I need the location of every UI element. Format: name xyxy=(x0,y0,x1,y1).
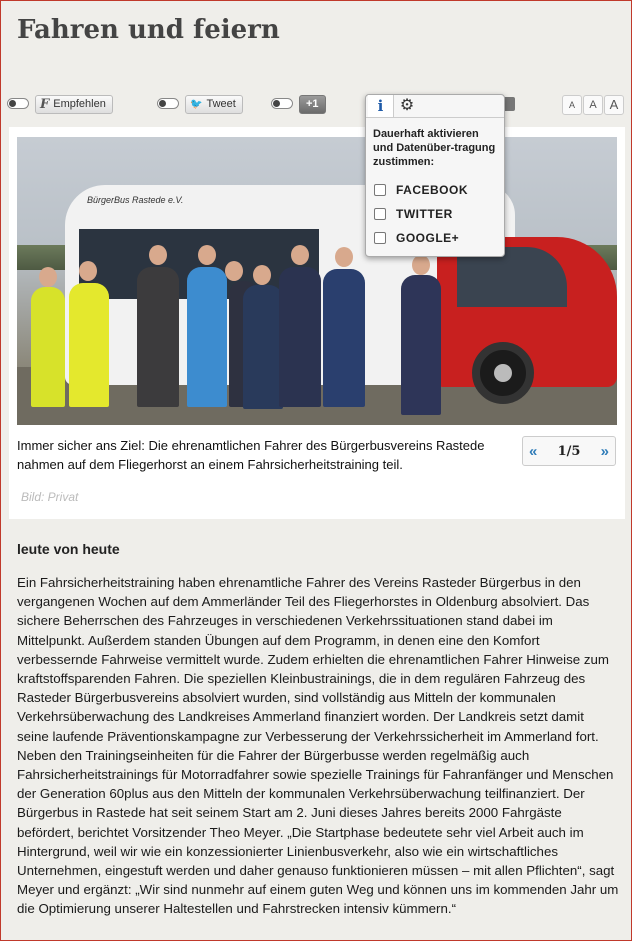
photo-credit: Bild: Privat xyxy=(21,490,79,504)
gallery-caption: Immer sicher ans Ziel: Die ehrenamtlichen Fahrer des Bürgerbusvereins Rastede nahmen auf dem Fliegerhorst an einem Fahrsicherheitstraining teil. xyxy=(17,438,485,472)
facebook-icon: F xyxy=(40,97,50,112)
photo-person xyxy=(69,283,109,407)
photo-person-head xyxy=(335,247,353,267)
photo-wheel xyxy=(472,342,534,404)
gallery-counter: 1/5 xyxy=(557,443,581,459)
gallery-prev-button[interactable]: « xyxy=(529,442,538,460)
popup-instruction: Dauerhaft aktivieren und Datenüber-tragung zustimmen: xyxy=(373,128,496,168)
article-body: Ein Fahrsicherheitstraining haben ehrenamtliche Fahrer des Vereins Rasteder Bürgerbus in den vergangenen Wochen auf dem Ammerländer Teil des Fliegerhorstes in Oldenburg absolviert. Das sichere Beherrschen des Fahrzeuges in verschiedenen Verkehrssituationen stand dabei im Mittelpunkt. Außerdem standen Übungen auf dem Programm, in denen eine den Komfort verbessernde Fahrweise vermittelt wurde. Zudem erhielten die ehrenamtlichen Fahrer Hinweise zum kraftstoffsparenden Fahren. Die speziellen Kleinbustrainings, die in dem regulären Fahrzeug des Rasteder Bürgerbusvereins absolviert wurden, sind vollständig aus Mitteln der kommunalen Verkehrsüberwachung des Landkreises Ammerland finanziert worden. Der Landkreis setzt damit seine laufende Präventionskampagne zur Verbesserung der Verkehrssicherheit im Ammerland fort. Neben den Trainingseinheiten für die Fahrer der Bürgerbusse werden regelmäßig auch Fahrsicherheitstrainings für Motorradfahrer sowie spezielle Trainings für Fahranfänger und Menschen der Generation 60plus aus den Mitteln der kommunalen Verkehrsüberwachung teilfinanziert. Der Bürgerbus in Rastede hat seit seinem Start am 2. Juni dieses Jahres bereits 2000 Fahrgäste befördert, berichtet Vorsitzender Theo Meyer. „Die Startphase bedeutete sehr viel Arbeit auch im Hintergrund, weil wir wie ein konzessionierter Linienbusverkehr, also wie ein wirtschaftliches Unternehmen, eingestuft werden und daher genauso funktionieren müssen – mit allen Pflichten“, sagt Meyer und ergänzt: „Wir sind nunmehr auf einem guten Weg und können uns im kommenden Jahr um die Optimierung unserer Haltestellen und Fahrstrecken intensiv kümmern.“ xyxy=(17,575,619,917)
gallery-next-button[interactable]: » xyxy=(600,442,609,460)
font-size-small-button[interactable]: A xyxy=(562,95,582,115)
font-size-large-button[interactable]: A xyxy=(604,95,624,115)
photo-person xyxy=(31,287,65,407)
photo-person xyxy=(243,285,283,409)
gallery-photo[interactable] xyxy=(17,137,617,425)
option-googleplus[interactable] xyxy=(374,231,459,245)
photo-person-head xyxy=(291,245,309,265)
popup-divider xyxy=(366,117,504,118)
image-gallery xyxy=(9,127,625,519)
photo-person xyxy=(279,267,321,407)
photo-person xyxy=(323,269,365,407)
font-size-medium-button[interactable]: A xyxy=(583,95,603,115)
option-twitter-label: TWITTER xyxy=(396,207,453,221)
facebook-toggle[interactable] xyxy=(7,98,29,109)
photo-person xyxy=(187,267,227,407)
article-kicker: leute von heute xyxy=(17,541,120,557)
option-googleplus-label: GOOGLE+ xyxy=(396,231,460,245)
photo-person xyxy=(401,275,441,415)
page-title: Fahren und feiern xyxy=(17,15,280,45)
photo-person-head xyxy=(253,265,271,285)
photo-person-head xyxy=(225,261,243,281)
facebook-recommend-button[interactable] xyxy=(35,95,113,114)
googleplus-label: +1 xyxy=(306,98,319,110)
photo-person-head xyxy=(198,245,216,265)
tweet-label: Tweet xyxy=(206,98,236,110)
photo-person-head xyxy=(412,255,430,275)
googleplus-toggle[interactable] xyxy=(271,98,293,109)
photo-person-head xyxy=(79,261,97,281)
option-facebook[interactable] xyxy=(374,183,468,197)
twitter-toggle[interactable] xyxy=(157,98,179,109)
twitter-bird-icon: 🐦 xyxy=(190,99,203,110)
info-icon[interactable]: i xyxy=(368,95,394,117)
photo-person xyxy=(137,267,179,407)
gallery-pager xyxy=(522,436,616,466)
photo-person-head xyxy=(39,267,57,287)
facebook-recommend-label: Empfehlen xyxy=(53,98,106,110)
facebook-checkbox[interactable] xyxy=(374,184,386,196)
twitter-checkbox[interactable] xyxy=(374,208,386,220)
googleplus-checkbox[interactable] xyxy=(374,232,386,244)
photo-person-head xyxy=(149,245,167,265)
social-privacy-popup xyxy=(365,94,505,257)
gear-icon[interactable]: ⚙ xyxy=(399,97,415,114)
tweet-button[interactable] xyxy=(185,95,243,114)
googleplus-button[interactable] xyxy=(299,95,326,114)
photo-bus-label: BürgerBus Rastede e.V. xyxy=(87,195,184,205)
option-twitter[interactable] xyxy=(374,207,453,221)
option-facebook-label: FACEBOOK xyxy=(396,183,469,197)
